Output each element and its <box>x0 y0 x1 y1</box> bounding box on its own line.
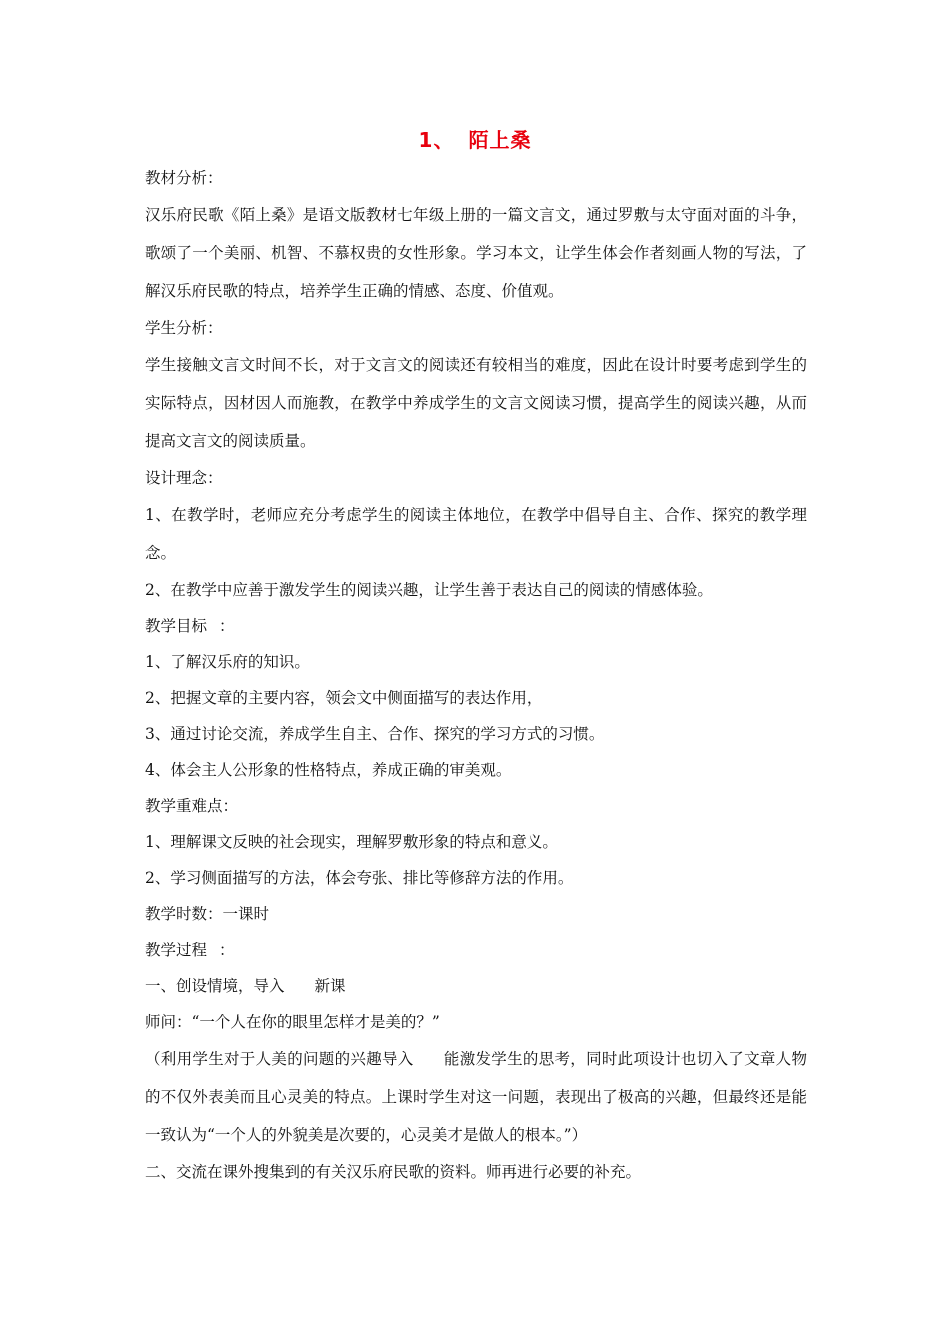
document-body <box>145 160 807 1190</box>
goals-heading <box>145 608 807 644</box>
note-part-a: （利用学生对于人美的问题的兴趣导入 <box>145 1050 414 1068</box>
step-1 <box>145 968 807 1004</box>
process-heading-colon: ： <box>219 941 235 959</box>
student-paragraph: 学生接触文言文时间不长，对于文言文的阅读还有较相当的难度，因此在设计时要考虑到学生的实际特点，因材因人而施教，在教学中养成学生的文言文阅读习惯，提高学生的阅读兴趣，从而提高文言文的阅读质量。 <box>145 356 807 450</box>
goals-heading-text: 教学目标 <box>145 617 208 635</box>
material-paragraph: 汉乐府民歌《陌上桑》是语文版教材七年级上册的一篇文言文，通过罗敷与太守面对面的斗争，歌颂了一个美丽、机智、不慕权贵的女性形象。学习本文，让学生体会作者刻画人物的写法，了解汉乐府民歌的特点，培养学生正确的情感、态度、价值观。 <box>145 206 807 300</box>
difficulty-heading: 教学重难点： <box>145 797 239 815</box>
student-heading: 学生分析： <box>145 319 223 337</box>
teaching-hours: 教学时数：一课时 <box>145 905 270 923</box>
design-note <box>145 1040 807 1154</box>
design-heading: 设计理念： <box>145 469 223 487</box>
teacher-question: 师问：“一个人在你的眼里怎样才是美的？” <box>145 1013 440 1031</box>
page-title <box>0 124 950 153</box>
goal-item: 2、把握文章的主要内容，领会文中侧面描写的表达作用， <box>145 689 543 707</box>
title-number: 1、 <box>418 128 455 152</box>
goal-item: 4、体会主人公形象的性格特点，养成正确的审美观。 <box>145 761 512 779</box>
goal-item: 3、通过讨论交流，养成学生自主、合作、探究的学习方式的习惯。 <box>145 725 605 743</box>
note-part-b: 能激发学生的思考，同时此项设计也切入了文章人物的不仅外表美而且心灵美的特点。上课时学生对这一问题，表现出了极高的兴趣，但最终还是能一致认为“一个人的外貌美是次要的，心灵美才是做人的根本。”） <box>145 1050 807 1144</box>
design-item-2: 2、在教学中应善于激发学生的阅读兴趣，让学生善于表达自己的阅读的情感体验。 <box>145 581 713 599</box>
process-heading <box>145 932 807 968</box>
step-1-part-b: 新课 <box>314 977 346 995</box>
step-1-part-a: 一、创设情境，导入 <box>145 977 285 995</box>
goals-heading-colon: ： <box>219 617 235 635</box>
difficulty-item: 2、学习侧面描写的方法，体会夸张、排比等修辞方法的作用。 <box>145 869 574 887</box>
step-2: 二、交流在课外搜集到的有关汉乐府民歌的资料。师再进行必要的补充。 <box>145 1163 642 1181</box>
process-heading-text: 教学过程 <box>145 941 208 959</box>
title-text: 陌上桑 <box>468 128 532 152</box>
material-heading: 教材分析： <box>145 169 223 187</box>
goal-item: 1、了解汉乐府的知识。 <box>145 653 310 671</box>
design-item-1: 1、在教学时，老师应充分考虑学生的阅读主体地位，在教学中倡导自主、合作、探究的教学理念。 <box>145 506 807 562</box>
difficulty-item: 1、理解课文反映的社会现实，理解罗敷形象的特点和意义。 <box>145 833 558 851</box>
